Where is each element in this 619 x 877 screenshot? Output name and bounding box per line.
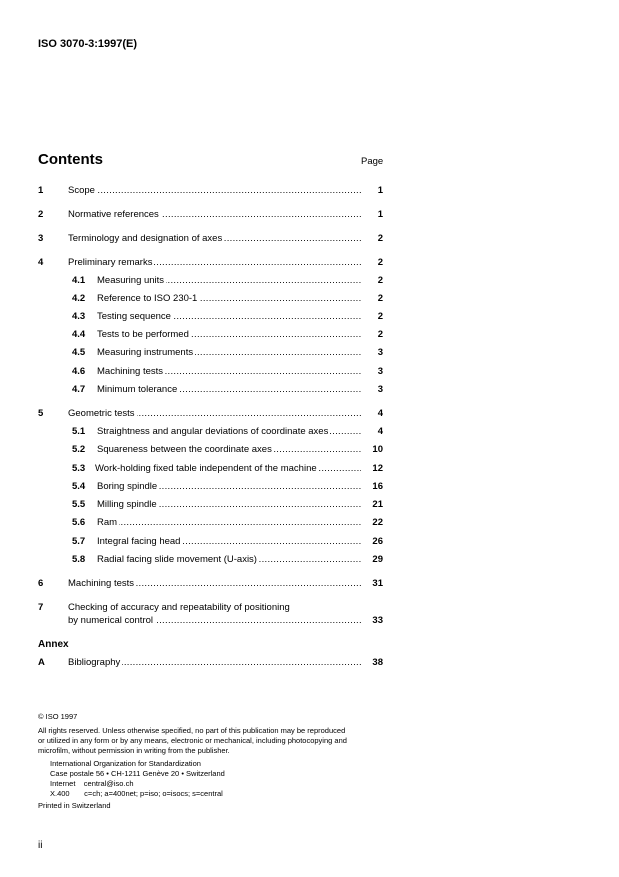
toc-entry-page: 2 xyxy=(375,293,383,305)
toc-subentry[interactable] xyxy=(38,536,383,548)
toc-entry-title: Preliminary remarks xyxy=(68,257,153,268)
toc-entry-title: Tests to be performed xyxy=(97,329,189,340)
toc-subentry[interactable] xyxy=(38,444,383,456)
toc-subentry[interactable] xyxy=(38,517,383,529)
document-id: ISO 3070-3:1997(E) xyxy=(38,38,138,50)
rights-line: microfilm, without permission in writing from the publisher. xyxy=(38,746,230,755)
toc-entry-number: 5.3 xyxy=(72,463,86,474)
toc-entry-number: 3 xyxy=(38,233,44,244)
toc-entry-title: Minimum tolerance xyxy=(97,384,178,395)
annex-heading: Annex xyxy=(38,639,69,650)
toc-subentry[interactable] xyxy=(38,275,383,287)
toc-entry-number: 5.6 xyxy=(72,517,86,528)
toc-entry-number: 5.1 xyxy=(72,426,86,437)
toc-entry-title: Ram xyxy=(97,517,118,528)
internet-contact: Internet central@iso.ch xyxy=(50,779,134,788)
toc-entry-number: 2 xyxy=(38,209,44,220)
toc-entry-page: 2 xyxy=(375,311,383,323)
toc-subentry[interactable] xyxy=(38,426,383,438)
toc-entry-page: 29 xyxy=(369,554,383,566)
toc-entry-number: 4.2 xyxy=(72,293,86,304)
toc-entry-title: Boring spindle xyxy=(97,481,158,492)
toc-entry-title: Squareness between the coordinate axes xyxy=(97,444,272,455)
toc-subentry[interactable] xyxy=(38,347,383,359)
toc-entry-number: 4 xyxy=(38,257,44,268)
toc-subentry[interactable] xyxy=(38,554,383,566)
toc-entry-page: 3 xyxy=(375,347,383,359)
toc-entry-title: Work-holding fixed table independent of the machine xyxy=(95,463,317,474)
toc-entry-title: Scope xyxy=(68,185,95,196)
toc-subentry[interactable] xyxy=(38,463,383,475)
toc-entry-number: 4.4 xyxy=(72,329,86,340)
toc-entry-page: 26 xyxy=(369,536,383,548)
toc-entry-title: Checking of accuracy and repeatability of positioning xyxy=(68,602,290,613)
toc-entry-page: 2 xyxy=(375,257,383,269)
toc-entry-page: 2 xyxy=(375,329,383,341)
toc-entry-page: 16 xyxy=(369,481,383,493)
toc-entry-title: Integral facing head xyxy=(97,536,181,547)
toc-entry-number: 4.5 xyxy=(72,347,86,358)
toc-entry-title: Reference to ISO 230-1 xyxy=(97,293,198,304)
toc-entry-page: 21 xyxy=(369,499,383,511)
toc-entry-page: 22 xyxy=(369,517,383,529)
toc-entry-title: by numerical control xyxy=(68,615,154,626)
toc-entry-title: Bibliography xyxy=(68,657,121,668)
toc-entry-number: 4.3 xyxy=(72,311,86,322)
toc-entry-number: 6 xyxy=(38,578,44,589)
toc-entry-page: 4 xyxy=(375,408,383,420)
toc-entry-line1[interactable] xyxy=(38,602,383,614)
organization-address: Case postale 56 • CH-1211 Genève 20 • Switzerland xyxy=(50,769,225,778)
toc-subentry[interactable] xyxy=(38,293,383,305)
toc-entry-page: 10 xyxy=(369,444,383,456)
toc-subentry[interactable] xyxy=(38,311,383,323)
toc-entry-page: 31 xyxy=(369,578,383,590)
toc-entry-number: 5.5 xyxy=(72,499,86,510)
toc-entry-page: 3 xyxy=(375,384,383,396)
toc-entry-title: Machining tests xyxy=(97,366,164,377)
copyright-notice: © ISO 1997 xyxy=(38,712,78,721)
contents-title: Contents xyxy=(38,151,103,168)
toc-entry-page: 12 xyxy=(369,463,383,475)
toc-entry-page: 3 xyxy=(375,366,383,378)
page-column-label: Page xyxy=(361,156,384,167)
toc-subentry[interactable] xyxy=(38,499,383,511)
toc-entry-page: 2 xyxy=(375,233,383,245)
toc-subentry[interactable] xyxy=(38,384,383,396)
toc-entry[interactable] xyxy=(38,185,383,197)
toc-entry-title: Radial facing slide movement (U-axis) xyxy=(97,554,257,565)
organization-name: International Organization for Standardization xyxy=(50,759,201,768)
toc-entry-title: Milling spindle xyxy=(97,499,157,510)
toc-entry-number: 1 xyxy=(38,185,44,196)
toc-subentry[interactable] xyxy=(38,366,383,378)
toc-entry-number: 7 xyxy=(38,602,44,613)
toc-annex-entry[interactable] xyxy=(38,657,383,669)
toc-entry-title: Measuring instruments xyxy=(97,347,194,358)
rights-line: All rights reserved. Unless otherwise specified, no part of this publication may be reproduced xyxy=(38,726,346,735)
toc-entry-page: 4 xyxy=(375,426,383,438)
toc-entry-title: Terminology and designation of axes xyxy=(68,233,223,244)
toc-entry-number: 4.6 xyxy=(72,366,86,377)
toc-entry-number: 5 xyxy=(38,408,44,419)
toc-entry[interactable] xyxy=(38,257,383,269)
toc-entry-title: Normative references xyxy=(68,209,159,220)
toc-entry[interactable] xyxy=(38,408,383,420)
toc-entry-number: 4.1 xyxy=(72,275,86,286)
toc-entry-title: Machining tests xyxy=(68,578,135,589)
rights-line: or utilized in any form or by any means, electronic or mechanical, including photocopying and xyxy=(38,736,347,745)
toc-entry[interactable] xyxy=(38,615,383,627)
toc-entry-number: 5.4 xyxy=(72,481,86,492)
toc-entry[interactable] xyxy=(38,233,383,245)
toc-entry-number: A xyxy=(38,657,45,668)
x400-contact: X.400 c=ch; a=400net; p=iso; o=isocs; s=central xyxy=(50,789,223,798)
toc-entry-title: Measuring units xyxy=(97,275,165,286)
page-number: ii xyxy=(38,840,43,851)
toc-entry-page: 2 xyxy=(375,275,383,287)
toc-entry[interactable] xyxy=(38,209,383,221)
toc-subentry[interactable] xyxy=(38,329,383,341)
toc-entry-page: 1 xyxy=(375,185,383,197)
toc-entry-page: 33 xyxy=(369,615,383,627)
toc-entry-number: 4.7 xyxy=(72,384,86,395)
toc-entry-title: Straightness and angular deviations of coordinate axes xyxy=(97,426,329,437)
toc-entry-title: Geometric tests xyxy=(68,408,135,419)
toc-subentry[interactable] xyxy=(38,481,383,493)
toc-entry-page: 1 xyxy=(375,209,383,221)
toc-entry-number: 5.8 xyxy=(72,554,86,565)
printed-in: Printed in Switzerland xyxy=(38,801,111,810)
toc-entry-page: 38 xyxy=(369,657,383,669)
toc-entry-title: Testing sequence xyxy=(97,311,171,322)
toc-entry-number: 5.2 xyxy=(72,444,86,455)
toc-entry[interactable] xyxy=(38,578,383,590)
toc-entry-number: 5.7 xyxy=(72,536,86,547)
